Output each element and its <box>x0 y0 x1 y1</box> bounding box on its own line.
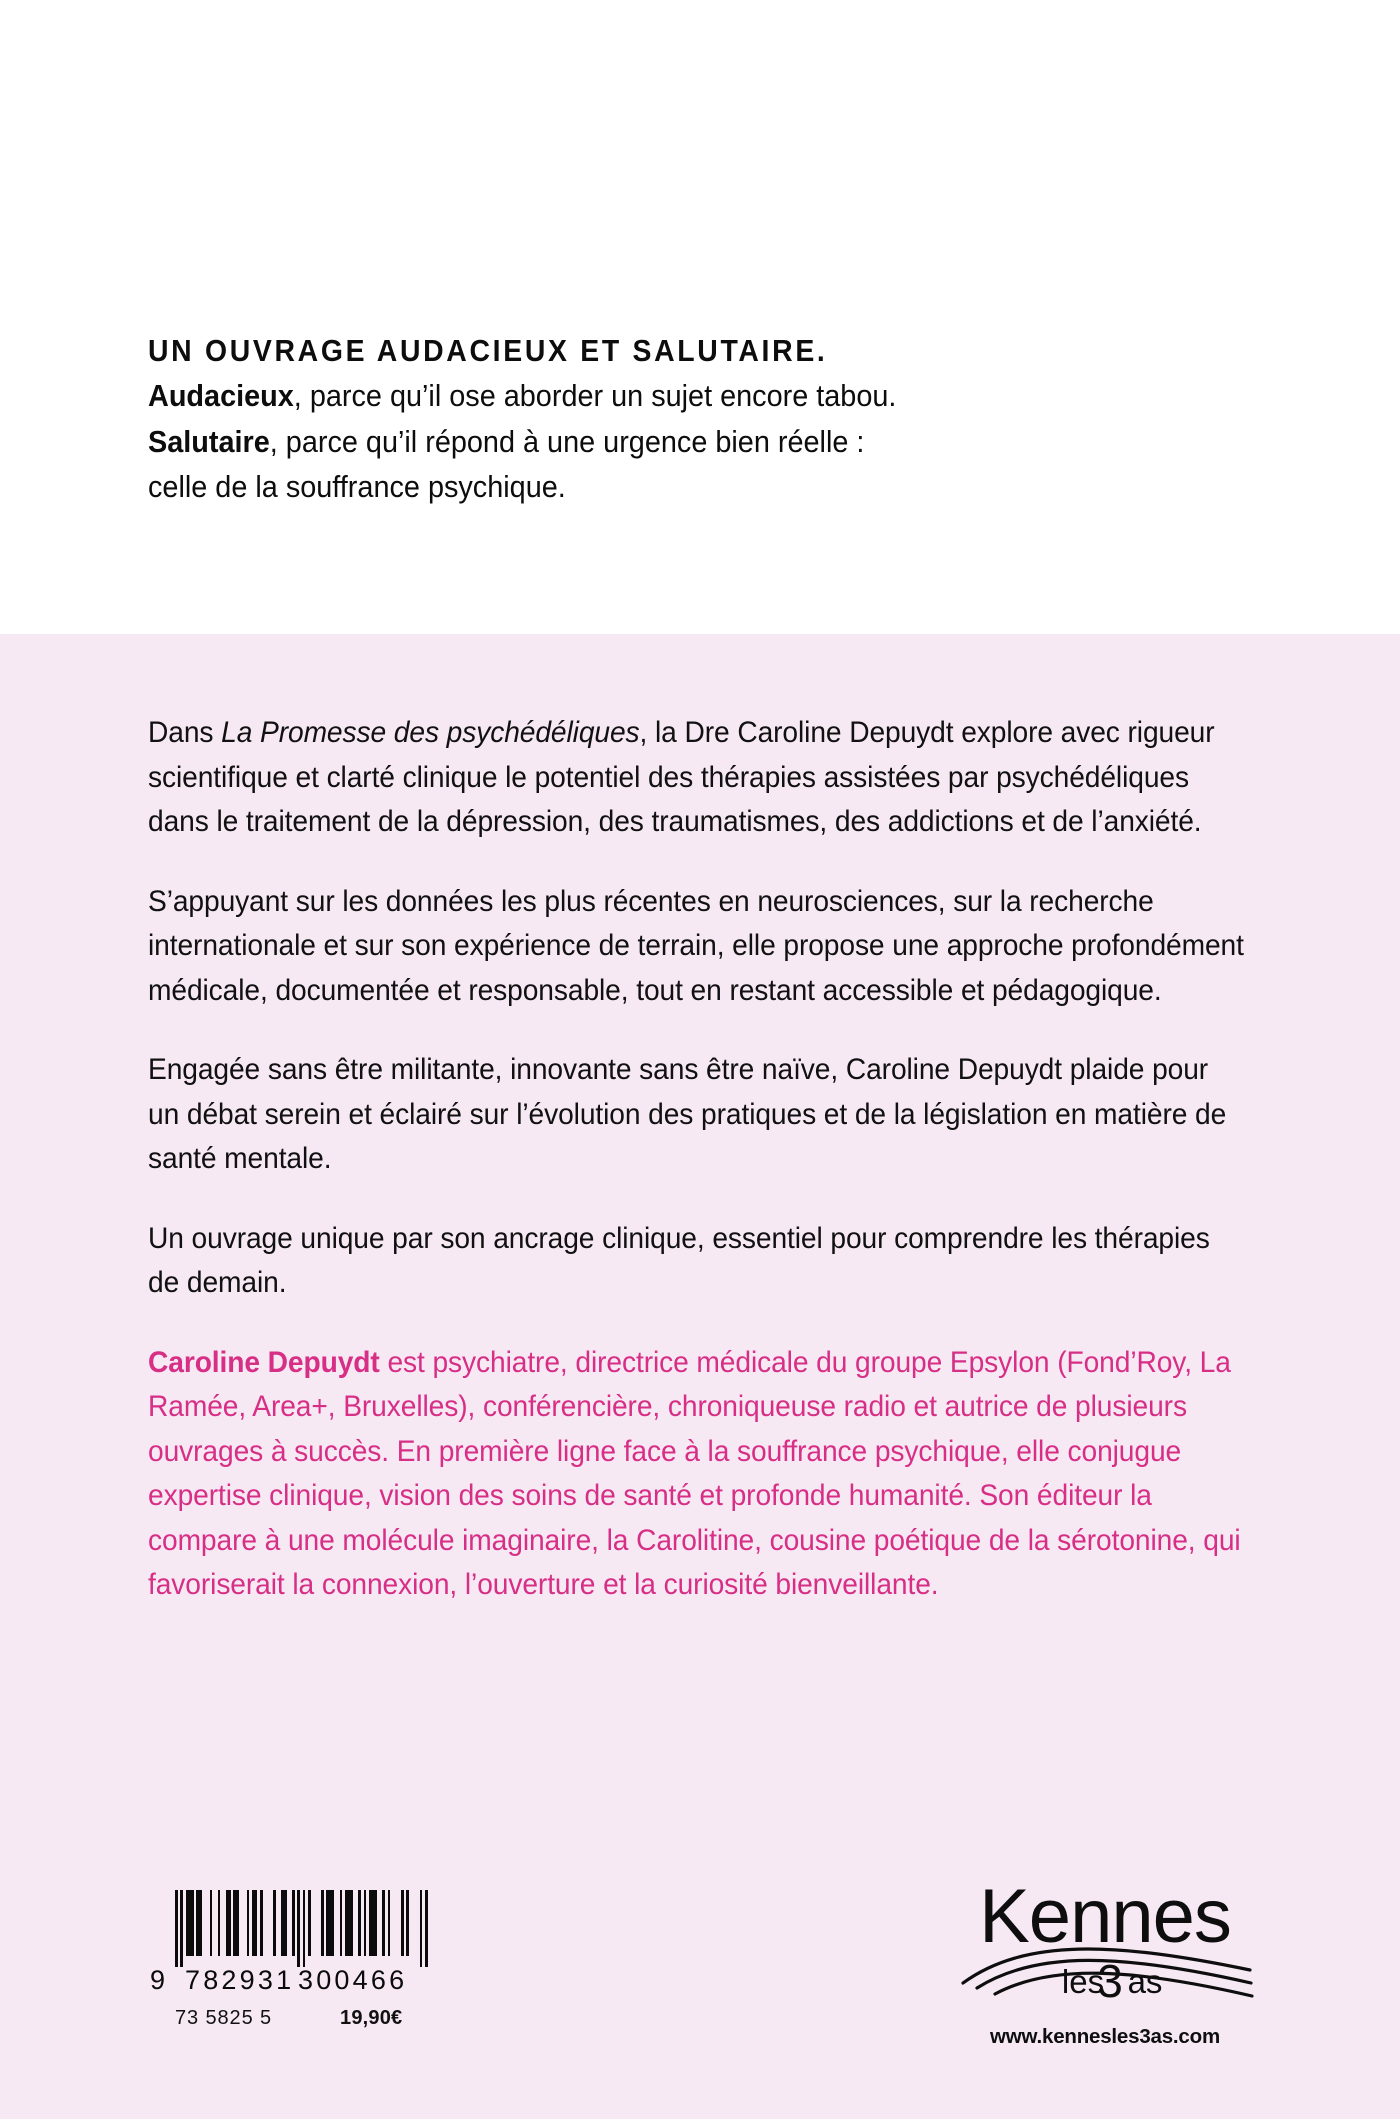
barcode-digits <box>150 1965 450 1995</box>
barcode-right-group: 300466 <box>298 1965 408 1995</box>
headline-block <box>148 330 1268 510</box>
kennes-logo-icon <box>955 1880 1255 2020</box>
isbn-secondary: 73 5825 5 <box>175 2007 273 2029</box>
headline-bold-audacieux: Audacieux <box>148 378 294 414</box>
blurb-paragraph-1 <box>148 711 1244 845</box>
headline-line-souffrance: celle de la souffrance psychique. <box>148 469 566 505</box>
author-bio-text: est psychiatre, directrice médicale du groupe Epsylon (Fond’Roy, La Ramée, Area+, Bruxelles), conférencière, chroniqueuse radio et autrice de plusieurs ouvrages à succès. En première ligne face à la souffrance psychique, elle conjugue expertise clinique, vision des soins de santé et profonde humanité. Son éditeur la compare à une molécule imaginaire, la Carolitine, cousine poétique de la sérotonine, qui favoriserait la connexion, l’ouverture et la curiosité bienveillante. <box>148 1345 1241 1601</box>
barcode-image <box>175 1890 428 1967</box>
author-name: Caroline Depuydt <box>148 1345 380 1379</box>
svg-text:as: as <box>1127 1963 1163 2000</box>
author-bio-paragraph <box>148 1341 1244 1608</box>
book-title-italic: La Promesse des psychédéliques <box>221 716 640 749</box>
blurb-p1-prefix: Dans <box>148 716 222 749</box>
headline-bold-salutaire: Salutaire <box>148 423 270 459</box>
barcode-block <box>150 1890 470 2033</box>
svg-text:3: 3 <box>1097 1955 1123 2007</box>
headline-line-audacieux <box>148 373 1190 419</box>
price-label: 19,90€ <box>340 2007 403 2029</box>
blurb-paragraph-2: S’appuyant sur les données les plus récentes en neurosciences, sur la recherche internationale et sur son expérience de terrain, elle propose une approche profondément médicale, documentée et responsable, tout en restant accessible et pédagogique. <box>148 884 1244 1007</box>
cover-footer <box>0 1880 1400 2119</box>
publisher-url: www.kennesles3as.com <box>990 2025 1220 2048</box>
headline-rest-audacieux: , parce qu’il ose aborder un sujet encore tabou. <box>293 378 897 414</box>
headline-band <box>0 0 1400 634</box>
barcode-subline <box>150 2007 450 2033</box>
headline-caps: UN OUVRAGE AUDACIEUX ET SALUTAIRE. <box>148 334 828 368</box>
blurb-copy <box>148 711 1296 1608</box>
blurb-paragraph-3: Engagée sans être militante, innovante sans être naïve, Caroline Depuydt plaide pour un débat serein et éclairé sur l’évolution des pratiques et de la législation en matière de santé mentale. <box>148 1053 1227 1175</box>
publisher-logo <box>955 1880 1255 2080</box>
barcode-left-group: 782931 <box>185 1965 295 1995</box>
svg-text:les: les <box>1061 1963 1105 2000</box>
headline-line-salutaire <box>148 419 1190 465</box>
svg-text:Kennes: Kennes <box>979 1880 1231 1959</box>
barcode-lead-digit: 9 <box>150 1965 169 1995</box>
blurb-p1-suffix: , la Dre Caroline Depuydt explore avec rigueur scientifique et clarté clinique le potentiel des thérapies assistées par psychédéliques dans le traitement de la dépression, des traumatismes, des addictions et de l’anxiété. <box>148 716 1215 838</box>
blurb-paragraph-4: Un ouvrage unique par son ancrage clinique, essentiel pour comprendre les thérapies de demain. <box>148 1221 1210 1299</box>
headline-rest-salutaire: , parce qu’il répond à une urgence bien réelle : <box>269 423 865 459</box>
